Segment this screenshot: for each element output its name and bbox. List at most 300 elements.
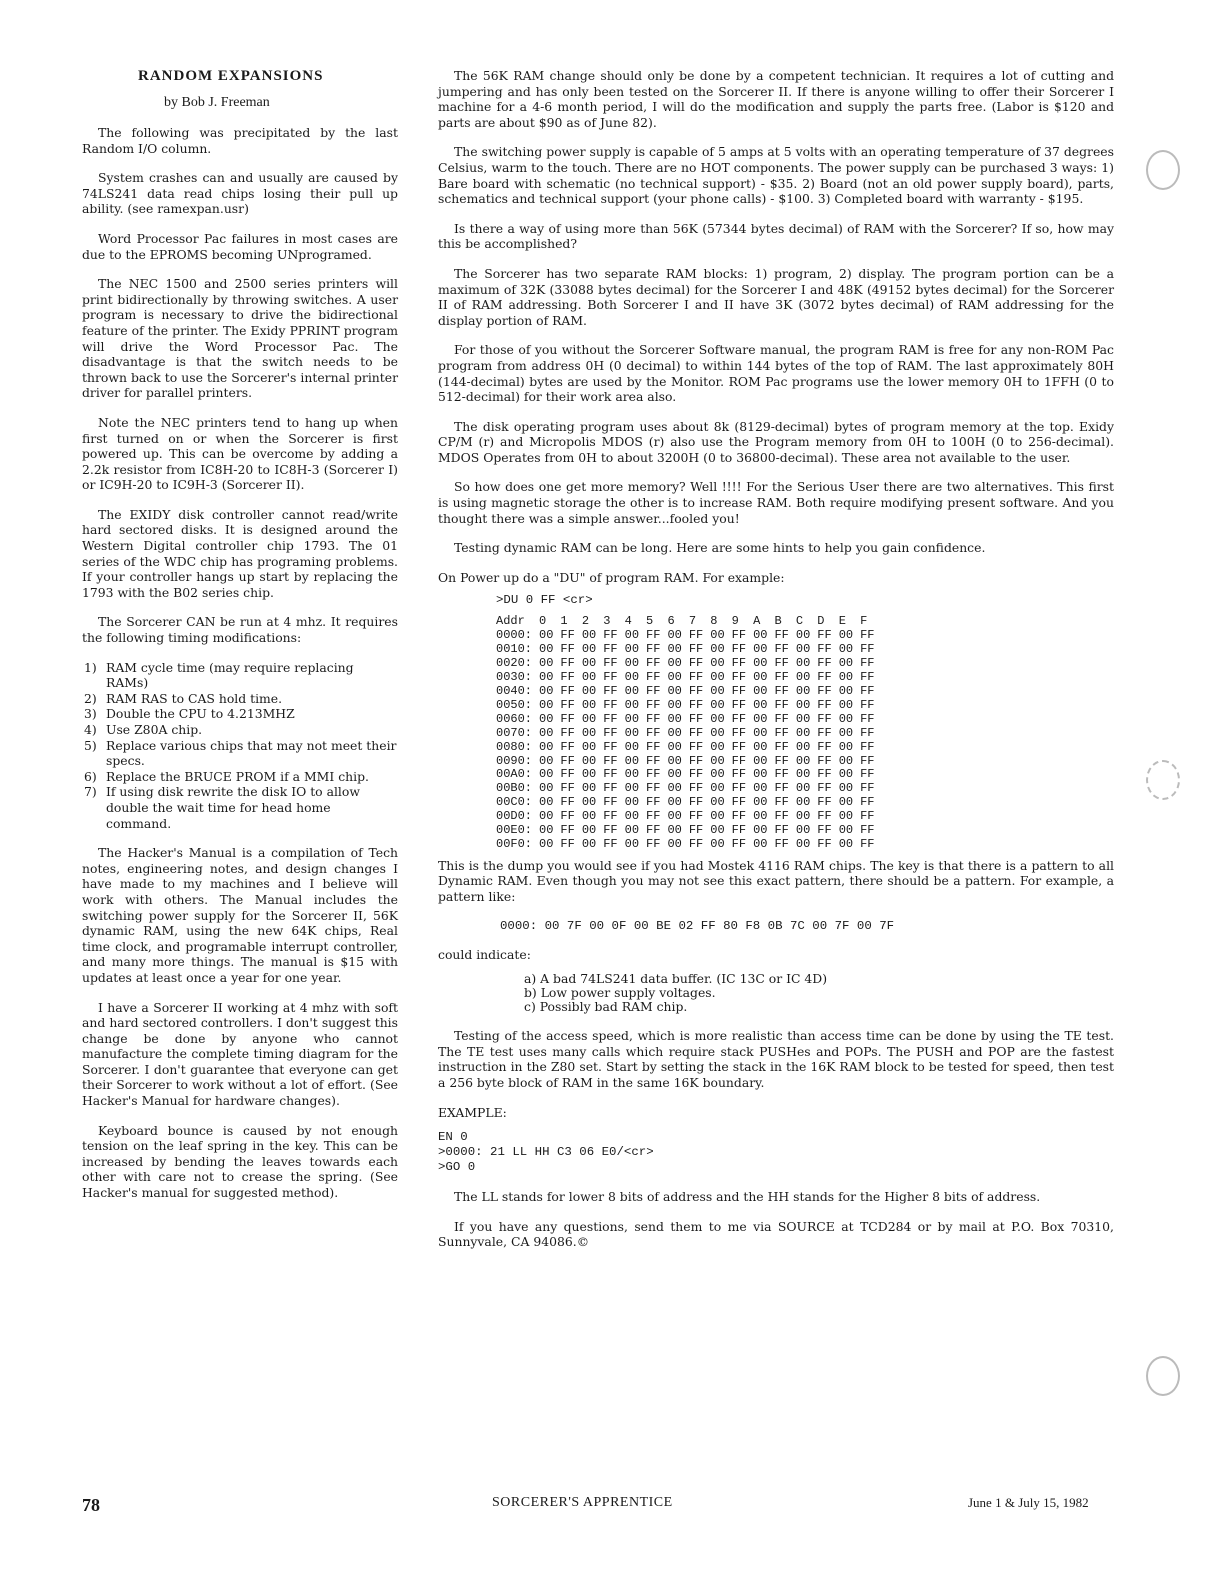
dump-byte: FF <box>603 753 618 768</box>
paragraph: The Hacker's Manual is a compilation of Tech notes, engineering notes, and design changes I have made to my machines and I believe will work with others. The Manual includes the switching power supply for the Sorcerer II, 56K dynamic RAM, using the new 64K chips, Real time clock, and programable interrupt controller, and many more things. The manual is $15 with updates at least once a year for one year. <box>82 845 398 985</box>
dump-byte: 00 <box>710 753 725 768</box>
dump-byte: 00 <box>539 823 554 838</box>
dump-byte: 00 <box>539 642 554 657</box>
dump-body <box>496 629 882 852</box>
dump-byte: 00 <box>838 725 854 740</box>
dump-address: 00C0: <box>496 795 533 810</box>
dump-byte: FF <box>603 628 618 643</box>
dump-byte: 00 <box>838 711 854 726</box>
dump-header-cell: 3 <box>603 614 611 629</box>
dump-byte: FF <box>774 809 789 824</box>
dump-byte: 00 <box>667 809 682 824</box>
dump-byte: 00 <box>539 739 554 754</box>
dump-byte: 00 <box>667 781 682 796</box>
dump-header-cell: 5 <box>646 614 654 629</box>
paragraph: System crashes can and usually are caused by 74LS241 data read chips losing their pull up ability. (see ramexpan.usr) <box>82 170 398 217</box>
list-item <box>82 706 398 722</box>
list-text: RAM cycle time (may require replacing RAMs) <box>106 659 354 691</box>
dump-address: 0030: <box>496 670 533 685</box>
dump-byte: FF <box>603 670 618 685</box>
dump-header-cell: 4 <box>624 614 632 629</box>
dump-byte: FF <box>688 683 704 698</box>
table-row <box>496 629 882 643</box>
dump-byte: FF <box>560 725 575 740</box>
page-footer <box>0 1495 1224 1519</box>
dump-byte: 00 <box>667 739 682 754</box>
dump-byte: 00 <box>624 781 640 796</box>
dump-byte: 00 <box>581 836 597 851</box>
table-row <box>496 755 882 769</box>
dump-byte: FF <box>646 823 661 838</box>
dump-byte: 00 <box>795 795 811 810</box>
dump-byte: 00 <box>753 628 768 643</box>
dump-byte: 00 <box>624 697 640 712</box>
dump-byte: FF <box>731 823 747 838</box>
example-code <box>438 1130 1114 1175</box>
dump-byte: FF <box>774 697 789 712</box>
paragraph: could indicate: <box>438 946 531 962</box>
dump-byte: 00 <box>624 656 640 671</box>
right-column <box>438 68 1114 1264</box>
paragraph: On Power up do a "DU" of program RAM. For example: <box>438 569 785 585</box>
dump-byte: FF <box>688 781 704 796</box>
dump-byte: 00 <box>795 781 811 796</box>
dump-byte: FF <box>860 739 875 754</box>
dump-byte: FF <box>731 836 747 851</box>
dump-byte: FF <box>603 642 618 657</box>
binder-hole-icon <box>1146 1356 1180 1396</box>
list-item: b) Low power supply voltages. <box>524 985 716 1001</box>
dump-byte: FF <box>774 767 789 782</box>
dump-byte: 00 <box>753 836 768 851</box>
dump-byte: 00 <box>710 823 725 838</box>
dump-byte: FF <box>646 836 661 851</box>
dump-byte: 00 <box>710 683 725 698</box>
dump-byte: FF <box>646 739 661 754</box>
dump-byte: FF <box>560 642 575 657</box>
dump-byte: 00 <box>539 836 554 851</box>
dump-byte: FF <box>646 809 661 824</box>
dump-byte: 00 <box>710 836 725 851</box>
dump-byte: 00 <box>838 781 854 796</box>
dump-byte: 00 <box>753 823 768 838</box>
dump-byte: FF <box>688 642 704 657</box>
dump-byte: FF <box>646 670 661 685</box>
dump-byte: 00 <box>667 697 682 712</box>
paragraph: Keyboard bounce is caused by not enough tension on the leaf spring in the key. This can be increased by bending the leaves towards each other with care not to crease the spring. (See Hacker's manual for suggested method). <box>82 1122 398 1201</box>
dump-byte: FF <box>860 670 875 685</box>
dump-byte: 00 <box>667 656 682 671</box>
table-row <box>496 796 882 810</box>
dump-header-cell: 9 <box>731 614 739 629</box>
dump-byte: 00 <box>624 628 640 643</box>
list-text: Replace various chips that may not meet their specs. <box>106 737 397 769</box>
dump-byte: FF <box>688 809 704 824</box>
list-text: RAM RAS to CAS hold time. <box>106 690 283 706</box>
dump-byte: 00 <box>539 670 554 685</box>
dump-byte: FF <box>560 836 575 851</box>
dump-byte: 00 <box>539 753 554 768</box>
causes-list <box>524 972 1114 1014</box>
binder-hole-icon <box>1146 150 1180 190</box>
dump-byte: FF <box>603 725 618 740</box>
dump-byte: 00 <box>710 670 725 685</box>
dump-byte: 00 <box>667 711 682 726</box>
table-row <box>496 685 882 699</box>
dump-byte: 00 <box>753 739 768 754</box>
table-row <box>496 671 882 685</box>
dump-byte: FF <box>774 753 789 768</box>
dump-byte: 00 <box>710 795 725 810</box>
dump-byte: FF <box>817 823 832 838</box>
dump-byte: FF <box>817 725 832 740</box>
article-byline: by Bob J. Freeman <box>164 95 270 110</box>
dump-byte: FF <box>560 795 575 810</box>
dump-byte: FF <box>560 767 575 782</box>
dump-byte: FF <box>688 697 704 712</box>
dump-byte: FF <box>603 809 618 824</box>
dump-byte: FF <box>603 823 618 838</box>
dump-byte: 00 <box>710 656 725 671</box>
dump-byte: FF <box>731 795 747 810</box>
dump-byte: 00 <box>581 711 597 726</box>
dump-header-cell: Addr <box>496 614 525 629</box>
dump-byte: 00 <box>753 642 768 657</box>
dump-byte: FF <box>560 753 575 768</box>
dump-byte: 00 <box>581 795 597 810</box>
dump-byte: FF <box>817 628 832 643</box>
dump-byte: FF <box>860 795 875 810</box>
table-row <box>496 838 882 852</box>
dump-byte: 00 <box>838 656 854 671</box>
dump-address: 0010: <box>496 642 533 657</box>
dump-byte: FF <box>603 767 618 782</box>
dump-byte: FF <box>817 809 832 824</box>
dump-byte: 00 <box>539 656 554 671</box>
table-row <box>496 810 882 824</box>
dump-byte: FF <box>817 739 832 754</box>
dump-byte: FF <box>774 683 789 698</box>
list-text: Replace the BRUCE PROM if a MMI chip. <box>106 768 369 784</box>
list-item <box>82 769 398 785</box>
dump-byte: FF <box>731 781 747 796</box>
dump-header-cell: F <box>860 614 868 629</box>
dump-byte: 00 <box>539 697 554 712</box>
dump-byte: FF <box>731 753 747 768</box>
dump-byte: FF <box>860 628 875 643</box>
dump-byte: FF <box>774 739 789 754</box>
paragraph: The Sorcerer has two separate RAM blocks: 1) program, 2) display. The program portion can be a maximum of 32K (33088 bytes decimal) for the Sorcerer I and 48K (49152 bytes decimal) for the Sorcerer II of RAM addressing. Both Sorcerer I and II have 3K (3072 bytes decimal) of RAM addressing for the display portion of RAM. <box>438 265 1114 328</box>
dump-byte: FF <box>603 683 618 698</box>
dump-byte: FF <box>603 795 618 810</box>
dump-byte: 00 <box>581 683 597 698</box>
dump-byte: FF <box>688 795 704 810</box>
list-item <box>82 722 398 738</box>
dump-byte: 00 <box>539 809 554 824</box>
dump-byte: 00 <box>667 753 682 768</box>
dump-byte: 00 <box>753 711 768 726</box>
dump-byte: 00 <box>539 781 554 796</box>
dump-byte: FF <box>646 628 661 643</box>
dump-header-row <box>496 615 882 629</box>
dump-byte: FF <box>774 781 789 796</box>
dump-byte: FF <box>646 642 661 657</box>
article-title: RANDOM EXPANSIONS <box>138 68 324 84</box>
dump-byte: FF <box>731 642 747 657</box>
dump-byte: FF <box>688 628 704 643</box>
dump-byte: 00 <box>795 683 811 698</box>
dump-byte: 00 <box>624 711 640 726</box>
list-number: 7) <box>84 784 97 800</box>
paragraph: Is there a way of using more than 56K (57344 bytes decimal) of RAM with the Sorcerer? If so, how may this be accomplished? <box>438 220 1114 252</box>
dump-byte: 00 <box>838 697 854 712</box>
table-row <box>496 699 882 713</box>
dump-byte: FF <box>817 656 832 671</box>
dump-byte: 00 <box>581 753 597 768</box>
dump-byte: FF <box>731 809 747 824</box>
dump-byte: 00 <box>753 683 768 698</box>
dump-address: 0050: <box>496 697 533 712</box>
dump-header-cell: E <box>838 614 846 629</box>
dump-byte: FF <box>603 697 618 712</box>
dump-byte: FF <box>860 642 875 657</box>
paragraph: The following was precipitated by the last Random I/O column. <box>82 125 398 156</box>
dump-byte: 00 <box>838 642 854 657</box>
dump-byte: 00 <box>539 725 554 740</box>
dump-byte: FF <box>817 767 832 782</box>
list-text: If using disk rewrite the disk IO to allow double the wait time for head home command. <box>106 784 360 831</box>
dump-byte: 00 <box>795 823 811 838</box>
dump-byte: 00 <box>795 725 811 740</box>
dump-byte: FF <box>731 697 747 712</box>
list-item: a) A bad 74LS241 data buffer. (IC 13C or IC 4D) <box>524 971 828 987</box>
dump-address: 0060: <box>496 711 533 726</box>
dump-byte: FF <box>646 753 661 768</box>
dump-byte: 00 <box>581 781 597 796</box>
list-number: 4) <box>84 722 97 737</box>
dump-header-cell: 7 <box>688 614 697 629</box>
dump-byte: FF <box>817 753 832 768</box>
dump-byte: FF <box>646 781 661 796</box>
dump-byte: FF <box>603 656 618 671</box>
dump-byte: FF <box>646 711 661 726</box>
dump-header-cell: 1 <box>560 614 568 629</box>
dump-byte: FF <box>560 683 575 698</box>
dump-byte: FF <box>646 767 661 782</box>
dump-byte: 00 <box>624 670 640 685</box>
dump-address: 00F0: <box>496 836 533 851</box>
dump-byte: 00 <box>624 836 640 851</box>
paragraph: So how does one get more memory? Well !!!! For the Serious User there are two alternatives. This first is using magnetic storage the other is to increase RAM. Both require modifying present software. And you thought there was a simple answer...fooled you! <box>438 479 1114 526</box>
table-row <box>496 782 882 796</box>
dump-byte: FF <box>860 781 875 796</box>
dump-byte: FF <box>817 795 832 810</box>
dump-byte: 00 <box>795 656 811 671</box>
table-row <box>496 713 882 727</box>
dump-byte: 00 <box>667 683 682 698</box>
paragraph: Word Processor Pac failures in most cases are due to the EPROMS becoming UNprogramed. <box>82 230 398 262</box>
dump-byte: FF <box>731 711 747 726</box>
dump-byte: FF <box>646 697 661 712</box>
list-text: Double the CPU to 4.213MHZ <box>106 706 295 722</box>
dump-byte: FF <box>774 795 789 810</box>
paragraph: This is the dump you would see if you had Mostek 4116 RAM chips. The key is that there is a pattern to all Dynamic RAM. Even though you may not see this exact pattern, there should be a pattern. For example, a pattern like: <box>438 857 1114 905</box>
dump-byte: 00 <box>581 670 597 685</box>
dump-header-cell: A <box>753 614 761 629</box>
dump-header-cell: D <box>817 614 825 629</box>
dump-byte: FF <box>560 739 575 754</box>
dump-byte: 00 <box>838 739 854 754</box>
dump-byte: 00 <box>624 739 640 754</box>
dump-byte: 00 <box>753 697 768 712</box>
dump-header-cell: C <box>795 614 804 629</box>
dump-byte: 00 <box>667 823 682 838</box>
dump-byte: 00 <box>838 795 854 810</box>
dump-byte: FF <box>646 795 661 810</box>
dump-byte: 00 <box>838 767 854 782</box>
dump-byte: 00 <box>710 739 725 754</box>
dump-byte: FF <box>860 711 875 726</box>
dump-byte: FF <box>731 739 747 754</box>
dump-byte: 00 <box>838 753 854 768</box>
dump-byte: 00 <box>667 628 682 643</box>
paragraph: If you have any questions, send them to me via SOURCE at TCD284 or by mail at P.O. Box 70310, Sunnyvale, CA 94086.© <box>438 1218 1114 1250</box>
list-number: 6) <box>84 768 97 784</box>
dump-byte: 00 <box>667 642 682 657</box>
dump-byte: FF <box>603 781 618 796</box>
paragraph: The Sorcerer CAN be run at 4 mhz. It requires the following timing modifications: <box>82 614 398 646</box>
dump-byte: 00 <box>624 809 640 824</box>
dump-byte: FF <box>731 670 747 685</box>
dump-byte: FF <box>646 683 661 698</box>
dump-byte: 00 <box>539 767 554 782</box>
dump-byte: FF <box>731 628 747 643</box>
dump-byte: FF <box>817 683 832 698</box>
dump-byte: 00 <box>710 725 725 740</box>
dump-byte: 00 <box>539 683 554 698</box>
dump-byte: FF <box>774 628 789 643</box>
dump-byte: 00 <box>667 767 682 782</box>
dump-byte: 00 <box>710 809 725 824</box>
paragraph: I have a Sorcerer II working at 4 mhz with soft and hard sectored controllers. I don't suggest this change be done by anyone who cannot manufacture the complete timing diagram for the Sorcerer. I don't guarantee that everyone can get their Sorcerer to work without a lot of effort. (See Hacker's Manual for hardware changes). <box>82 999 398 1109</box>
dump-byte: FF <box>731 767 747 782</box>
dump-byte: FF <box>774 656 789 671</box>
dump-byte: 00 <box>753 767 768 782</box>
dump-byte: FF <box>731 656 747 671</box>
dump-byte: 00 <box>581 656 597 671</box>
dump-byte: 00 <box>753 670 768 685</box>
dump-byte: 00 <box>539 711 554 726</box>
dump-byte: 00 <box>581 697 597 712</box>
paragraph: Note the NEC printers tend to hang up when first turned on or when the Sorcerer is first powered up. This can be overcome by adding a 2.2k resistor from IC8H-20 to IC8H-3 (Sorcerer I) or IC9H-20 to IC9H-3 (Sorcerer II). <box>82 414 398 493</box>
dump-byte: 00 <box>710 697 725 712</box>
dump-byte: FF <box>688 670 704 685</box>
dump-byte: 00 <box>753 809 768 824</box>
list-item <box>82 691 398 707</box>
dump-byte: FF <box>860 725 875 740</box>
dump-byte: 00 <box>624 795 640 810</box>
dump-byte: 00 <box>710 711 725 726</box>
dump-command: >DU 0 FF <cr> <box>496 593 593 608</box>
dump-byte: FF <box>688 767 704 782</box>
dump-byte: FF <box>560 781 575 796</box>
paragraph: The 56K RAM change should only be done by a competent technician. It requires a lot of cutting and jumpering and has only been tested on the Sorcerer II. If there is anyone willing to offer their Sorcerer I machine for a 4-6 month period, I will do the modification and supply the parts free. (Labor is $120 and parts are about $90 as of June 82). <box>438 68 1114 130</box>
dump-byte: FF <box>860 767 875 782</box>
dump-byte: FF <box>860 656 875 671</box>
paragraph: The NEC 1500 and 2500 series printers will print bidirectionally by throwing switches. A user program is necessary to drive the bidirectional feature of the printer. The Exidy PPRINT program will drive the Word Processor Pac. The disadvantage is that the switch needs to be thrown back to use the Sorcerer's internal printer driver for parallel printers. <box>82 276 398 401</box>
dump-address: 0070: <box>496 725 533 740</box>
list-item <box>82 660 398 691</box>
dump-byte: FF <box>817 711 832 726</box>
dump-byte: FF <box>774 725 789 740</box>
paragraph: The EXIDY disk controller cannot read/write hard sectored disks. It is designed around the Western Digital controller chip 1793. The 01 series of the WDC chip has programing problems. If your controller hangs up start by replacing the 1793 with the B02 series chip. <box>82 506 398 600</box>
dump-address: 00B0: <box>496 781 533 796</box>
list-item: c) Possibly bad RAM chip. <box>524 999 688 1015</box>
paragraph: Testing of the access speed, which is more realistic than access time can be done by using the TE test. The TE test uses many calls which require stack PUSHes and POPs. The PUSH and POP are the fastest instruction in the Z80 set. Start by setting the stack in the 16K RAM block to be tested for speed, then test a 256 byte block of RAM in the same 16K boundary. <box>438 1028 1114 1090</box>
dump-byte: 00 <box>838 670 854 685</box>
dump-header-cell: 2 <box>581 614 590 629</box>
paragraph: The disk operating program uses about 8k (8129-decimal) bytes of program memory at the top. Exidy CP/M (r) and Micropolis MDOS (r) also use the Program memory from 0H to 100H (0 to 256-decimal). MDOS Operates from 0H to about 3200H (0 to 36800-decimal). These area not available to the user. <box>438 418 1114 465</box>
dump-byte: 00 <box>581 823 597 838</box>
dump-byte: FF <box>688 739 704 754</box>
paragraph: The switching power supply is capable of 5 amps at 5 volts with an operating temperature of 37 degrees Celsius, warm to the touch. There are no HOT components. The power supply can be purchased 3 ways: 1) Bare board with schematic (no technical support) - $35. 2) Board (not an old power supply board), parts, schematics and technical support (your phone calls) - $100. 3) Completed board with warranty - $195. <box>438 144 1114 207</box>
dump-byte: FF <box>560 809 575 824</box>
dump-byte: 00 <box>838 809 854 824</box>
dump-byte: FF <box>688 753 704 768</box>
left-column <box>82 68 398 1215</box>
dump-byte: FF <box>688 836 704 851</box>
dump-byte: 00 <box>624 823 640 838</box>
dump-byte: 00 <box>753 656 768 671</box>
dump-byte: 00 <box>795 670 811 685</box>
table-row <box>496 643 882 657</box>
code-line: EN 0 <box>438 1130 468 1145</box>
paragraph: The LL stands for lower 8 bits of address and the HH stands for the Higher 8 bits of address. <box>454 1189 1041 1205</box>
list-item <box>82 738 398 769</box>
dump-byte: 00 <box>795 767 811 782</box>
dump-address: 00E0: <box>496 823 533 838</box>
table-row <box>496 741 882 755</box>
dump-byte: 00 <box>795 697 811 712</box>
dump-byte: 00 <box>667 836 682 851</box>
list-item <box>82 784 398 831</box>
dump-byte: 00 <box>710 628 725 643</box>
dump-byte: FF <box>560 697 575 712</box>
publication-name: SORCERER'S APPRENTICE <box>492 1495 673 1510</box>
dump-byte: FF <box>774 836 789 851</box>
dump-byte: FF <box>688 725 704 740</box>
memory-dump-table <box>496 615 882 851</box>
dump-byte: FF <box>646 725 661 740</box>
dump-byte: 00 <box>710 767 725 782</box>
dump-byte: FF <box>560 670 575 685</box>
dump-byte: 00 <box>581 642 597 657</box>
dump-byte: FF <box>603 836 618 851</box>
dump-byte: FF <box>817 642 832 657</box>
dump-byte: 00 <box>838 836 854 851</box>
dump-byte: 00 <box>581 767 597 782</box>
dump-address: 0040: <box>496 683 533 698</box>
dump-byte: FF <box>688 711 704 726</box>
dump-byte: FF <box>860 836 875 851</box>
dump-header-cell: B <box>774 614 782 629</box>
bad-pattern-example: 0000: 00 7F 00 0F 00 BE 02 FF 80 F8 0B 7C 00 7F 00 7F <box>500 918 895 933</box>
dump-byte: FF <box>774 670 789 685</box>
binder-hole-icon <box>1146 760 1180 800</box>
dump-byte: 00 <box>581 739 597 754</box>
dump-byte: 00 <box>795 711 811 726</box>
dump-byte: FF <box>860 697 875 712</box>
